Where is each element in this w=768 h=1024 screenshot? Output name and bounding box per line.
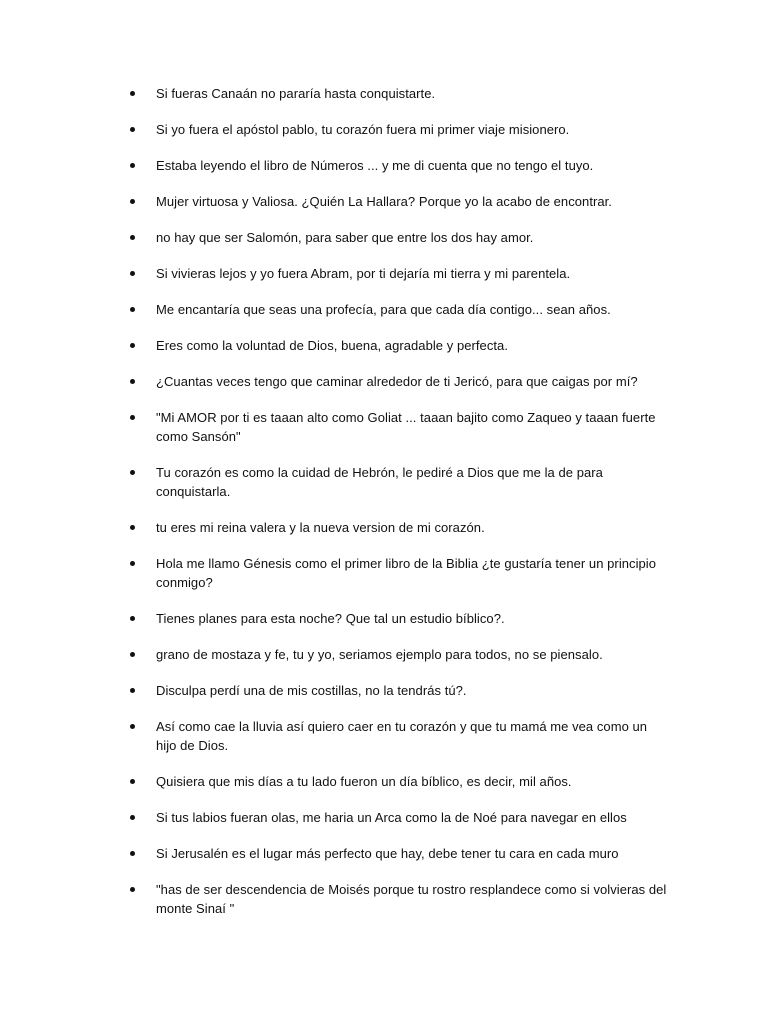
bullet-list (128, 84, 668, 935)
list-item (128, 518, 668, 537)
list-item-text: Disculpa perdí una de mis costillas, no la tendrás tú?. (156, 683, 467, 698)
list-item-text: Si tus labios fueran olas, me haria un Arca como la de Noé para navegar en ellos (156, 810, 627, 825)
list-item-text: Eres como la voluntad de Dios, buena, agradable y perfecta. (156, 338, 508, 353)
list-item (128, 645, 668, 664)
bullet-icon (130, 561, 135, 566)
list-item (128, 264, 668, 283)
bullet-icon (130, 235, 135, 240)
list-item (128, 880, 668, 918)
list-item-text: "has de ser descendencia de Moisés porque tu rostro resplandece como si volvieras del monte Sinaí " (156, 882, 667, 916)
list-item (128, 192, 668, 211)
list-item (128, 554, 668, 592)
list-item (128, 808, 668, 827)
list-item-text: Así como cae la lluvia así quiero caer en tu corazón y que tu mamá me vea como un hijo de Dios. (156, 719, 648, 753)
list-item (128, 772, 668, 791)
list-item-text: Si fueras Canaán no pararía hasta conquistarte. (156, 86, 436, 101)
list-item-text: Hola me llamo Génesis como el primer libro de la Biblia ¿te gustaría tener un principio conmigo? (156, 556, 657, 590)
list-item-text: no hay que ser Salomón, para saber que entre los dos hay amor. (156, 230, 534, 245)
list-item-text: Si Jerusalén es el lugar más perfecto que hay, debe tener tu cara en cada muro (156, 846, 619, 861)
bullet-icon (130, 163, 135, 168)
list-item (128, 120, 668, 139)
bullet-icon (130, 525, 135, 530)
list-item (128, 84, 668, 103)
bullet-icon (130, 127, 135, 132)
list-item-text: grano de mostaza y fe, tu y yo, seriamos ejemplo para todos, no se piensalo. (156, 647, 603, 662)
bullet-icon (130, 307, 135, 312)
list-item (128, 228, 668, 247)
list-item (128, 844, 668, 863)
list-item-text: Mujer virtuosa y Valiosa. ¿Quién La Hallara? Porque yo la acabo de encontrar. (156, 194, 612, 209)
bullet-icon (130, 616, 135, 621)
bullet-icon (130, 379, 135, 384)
bullet-icon (130, 470, 135, 475)
bullet-icon (130, 271, 135, 276)
list-item-text: ¿Cuantas veces tengo que caminar alrededor de ti Jericó, para que caigas por mí? (156, 374, 638, 389)
list-item-text: Quisiera que mis días a tu lado fueron un día bíblico, es decir, mil años. (156, 774, 572, 789)
list-item (128, 372, 668, 391)
list-item (128, 681, 668, 700)
list-item (128, 609, 668, 628)
bullet-icon (130, 815, 135, 820)
bullet-icon (130, 887, 135, 892)
list-item-text: "Mi AMOR por ti es taaan alto como Goliat ... taaan bajito como Zaqueo y taaan fuerte como Sansón" (156, 410, 656, 444)
list-item (128, 717, 668, 755)
bullet-icon (130, 343, 135, 348)
bullet-icon (130, 724, 135, 729)
bullet-icon (130, 91, 135, 96)
bullet-icon (130, 199, 135, 204)
list-item (128, 463, 668, 501)
list-item (128, 336, 668, 355)
bullet-icon (130, 652, 135, 657)
list-item (128, 408, 668, 446)
list-item-text: Tu corazón es como la cuidad de Hebrón, le pediré a Dios que me la de para conquistarla. (156, 465, 603, 499)
list-item-text: Si vivieras lejos y yo fuera Abram, por ti dejaría mi tierra y mi parentela. (156, 266, 571, 281)
list-item-text: tu eres mi reina valera y la nueva version de mi corazón. (156, 520, 485, 535)
bullet-icon (130, 415, 135, 420)
list-item (128, 156, 668, 175)
bullet-icon (130, 779, 135, 784)
list-item (128, 300, 668, 319)
bullet-icon (130, 688, 135, 693)
list-item-text: Tienes planes para esta noche? Que tal un estudio bíblico?. (156, 611, 505, 626)
list-item-text: Estaba leyendo el libro de Números ... y me di cuenta que no tengo el tuyo. (156, 158, 594, 173)
list-item-text: Me encantaría que seas una profecía, para que cada día contigo... sean años. (156, 302, 611, 317)
bullet-icon (130, 851, 135, 856)
list-item-text: Si yo fuera el apóstol pablo, tu corazón fuera mi primer viaje misionero. (156, 122, 570, 137)
